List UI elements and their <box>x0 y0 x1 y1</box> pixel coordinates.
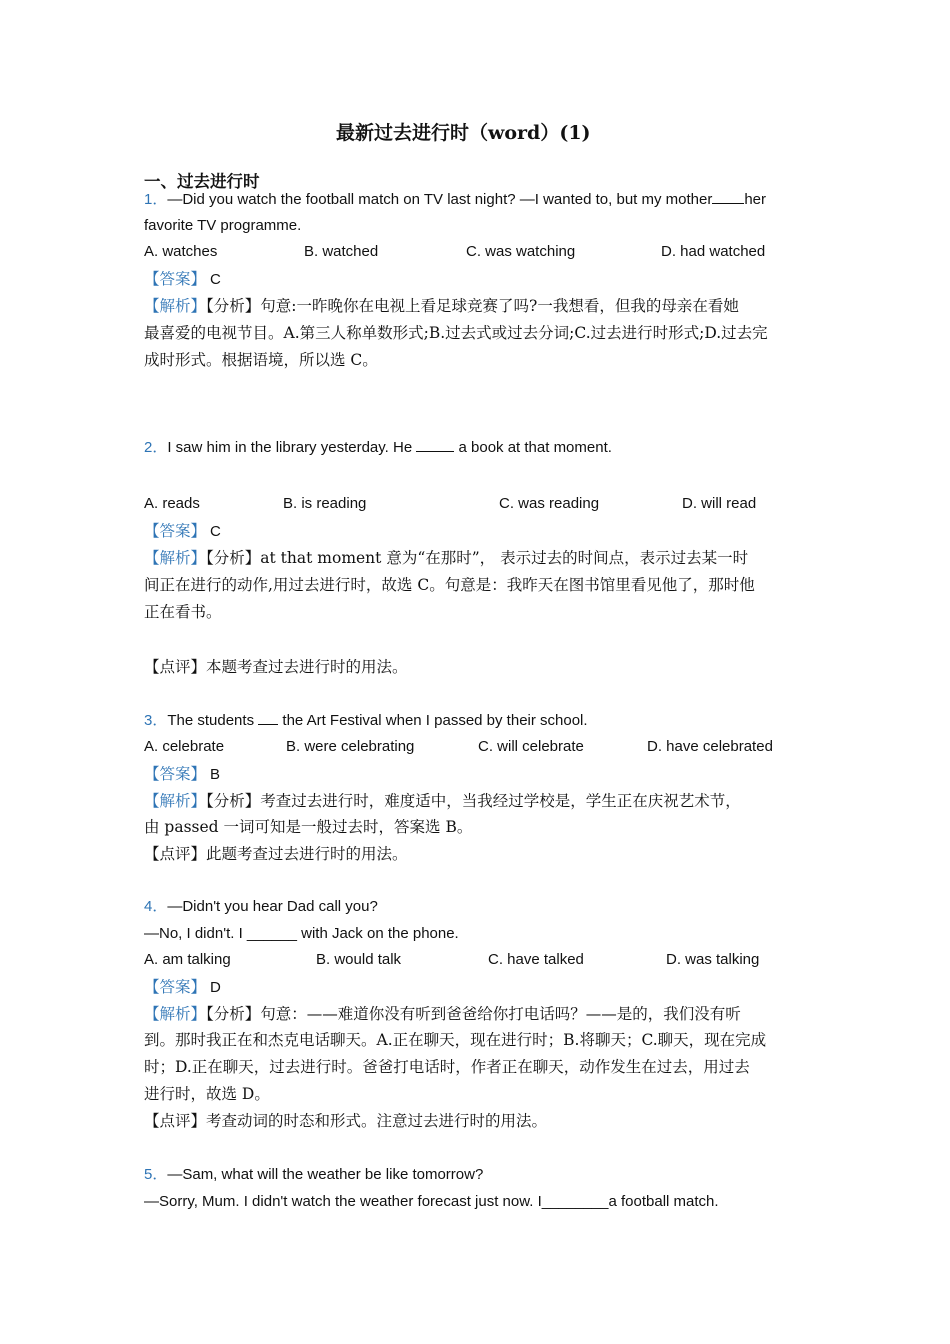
question-number: 1． <box>144 191 168 208</box>
analysis-text: 正在看书。 <box>144 603 222 621</box>
analysis-line <box>144 791 741 811</box>
option-d: D. was talking <box>666 951 760 968</box>
comment-label: 【点评】 <box>144 1112 207 1130</box>
option-a: A. reads <box>144 495 200 512</box>
answer-value: B <box>210 766 221 783</box>
question-text: —Sam, what will the weather be like tomorrow? <box>167 1166 484 1183</box>
answer-label: 【答案】 <box>144 765 207 783</box>
fenxi-label: 【分析】 <box>206 792 261 810</box>
option-d: D. have celebrated <box>647 738 773 755</box>
question-2 <box>144 437 612 458</box>
question-text-line2: favorite TV programme. <box>144 217 302 234</box>
analysis-text: 最喜爱的电视节目。A.第三人称单数形式;B.过去式或过去分词;C.过去进行时形式;D.过去完 <box>144 324 768 342</box>
comment-line <box>144 657 408 677</box>
question-text: The students <box>167 712 259 729</box>
question-4 <box>144 897 378 917</box>
answer-label: 【答案】 <box>144 978 207 996</box>
analysis-text: 由 passed 一词可知是一般过去时，答案选 B。 <box>144 818 473 836</box>
question-text-cont: her <box>744 191 767 208</box>
comment-text: 本题考查过去进行时的用法。 <box>206 658 408 676</box>
comment-text: 此题考查过去进行时的用法。 <box>206 845 408 863</box>
option-c: C. have talked <box>488 951 584 968</box>
answer-line <box>144 977 221 998</box>
comment-text: 考查动词的时态和形式。注意过去进行时的用法。 <box>206 1112 548 1130</box>
analysis-line <box>144 548 748 568</box>
analysis-text: 时；D.正在聊天，过去进行时。爸爸打电话时，作者正在聊天，动作发生在过去，用过去 <box>144 1058 750 1076</box>
analysis-label: 【解析】 <box>144 1005 207 1023</box>
answer-blank <box>712 189 744 204</box>
answer-value: D <box>210 979 221 996</box>
analysis-text: at that moment 意为“在那时”， 表示过去的时间点，表示过去某一时 <box>260 549 749 567</box>
question-number: 3． <box>144 712 168 729</box>
page-title: 最新过去进行时（word）(1) <box>336 122 591 144</box>
answer-value: C <box>210 271 221 288</box>
analysis-line <box>144 1004 741 1024</box>
section-heading: 一、过去进行时 <box>144 172 260 191</box>
answer-label: 【答案】 <box>144 270 207 288</box>
question-text: —Did you watch the football match on TV last night? —I wanted to, but my mother <box>167 191 713 208</box>
option-c: C. was reading <box>499 495 600 512</box>
option-b: B. would talk <box>316 951 402 968</box>
analysis-line <box>144 296 739 316</box>
answer-value: C <box>210 523 221 540</box>
analysis-label: 【解析】 <box>144 549 207 567</box>
analysis-label: 【解析】 <box>144 792 207 810</box>
option-c: C. will celebrate <box>478 738 584 755</box>
answer-line <box>144 764 220 785</box>
analysis-text: 考查过去进行时，难度适中，当我经过学校是，学生正在庆祝艺术节， <box>260 792 741 810</box>
analysis-text: 句意:一昨晚你在电视上看足球竞赛了吗?一我想看，但我的母亲在看她 <box>260 297 739 315</box>
analysis-text: 间正在进行的动作,用过去进行时，故选 C。句意是：我昨天在图书馆里看见他了，那时他 <box>144 576 755 594</box>
question-text-cont: a book at that moment. <box>454 439 612 456</box>
option-d: D. had watched <box>661 243 766 260</box>
analysis-text: 到。那时我正在和杰克电话聊天。A.正在聊天，现在进行时；B.将聊天；C.聊天，现在完成 <box>144 1031 767 1049</box>
answer-line <box>144 521 221 542</box>
question-number: 4． <box>144 898 168 915</box>
fenxi-label: 【分析】 <box>206 1005 261 1023</box>
option-d: D. will read <box>682 495 757 512</box>
fenxi-label: 【分析】 <box>206 297 261 315</box>
question-text-line2: —No, I didn't. I ______ with Jack on the phone. <box>144 925 459 942</box>
question-1 <box>144 189 766 210</box>
answer-label: 【答案】 <box>144 522 207 540</box>
question-text: —Didn't you hear Dad call you? <box>167 898 378 915</box>
option-a: A. celebrate <box>144 738 225 755</box>
answer-line <box>144 269 221 290</box>
comment-line <box>144 1111 547 1131</box>
question-5 <box>144 1165 483 1185</box>
answer-blank <box>258 710 278 725</box>
question-text: I saw him in the library yesterday. He <box>167 439 417 456</box>
option-b: B. were celebrating <box>286 738 415 755</box>
question-text-line2: —Sorry, Mum. I didn't watch the weather forecast just now. I________a football match. <box>144 1193 719 1210</box>
question-number: 2． <box>144 439 168 456</box>
question-3 <box>144 710 588 731</box>
option-b: B. watched <box>304 243 379 260</box>
fenxi-label: 【分析】 <box>206 549 261 567</box>
option-a: A. am talking <box>144 951 231 968</box>
answer-blank <box>416 437 454 452</box>
comment-label: 【点评】 <box>144 845 207 863</box>
option-b: B. is reading <box>283 495 367 512</box>
question-text-cont: the Art Festival when I passed by their school. <box>278 712 588 729</box>
analysis-label: 【解析】 <box>144 297 207 315</box>
analysis-text: 成时形式。根据语境，所以选 C。 <box>144 351 378 369</box>
comment-label: 【点评】 <box>144 658 207 676</box>
analysis-text: 进行时，故选 D。 <box>144 1085 270 1103</box>
question-number: 5． <box>144 1166 168 1183</box>
option-a: A. watches <box>144 243 218 260</box>
option-c: C. was watching <box>466 243 576 260</box>
analysis-text: 句意：——难道你没有听到爸爸给你打电话吗？——是的，我们没有听 <box>260 1005 741 1023</box>
comment-line <box>144 844 408 864</box>
